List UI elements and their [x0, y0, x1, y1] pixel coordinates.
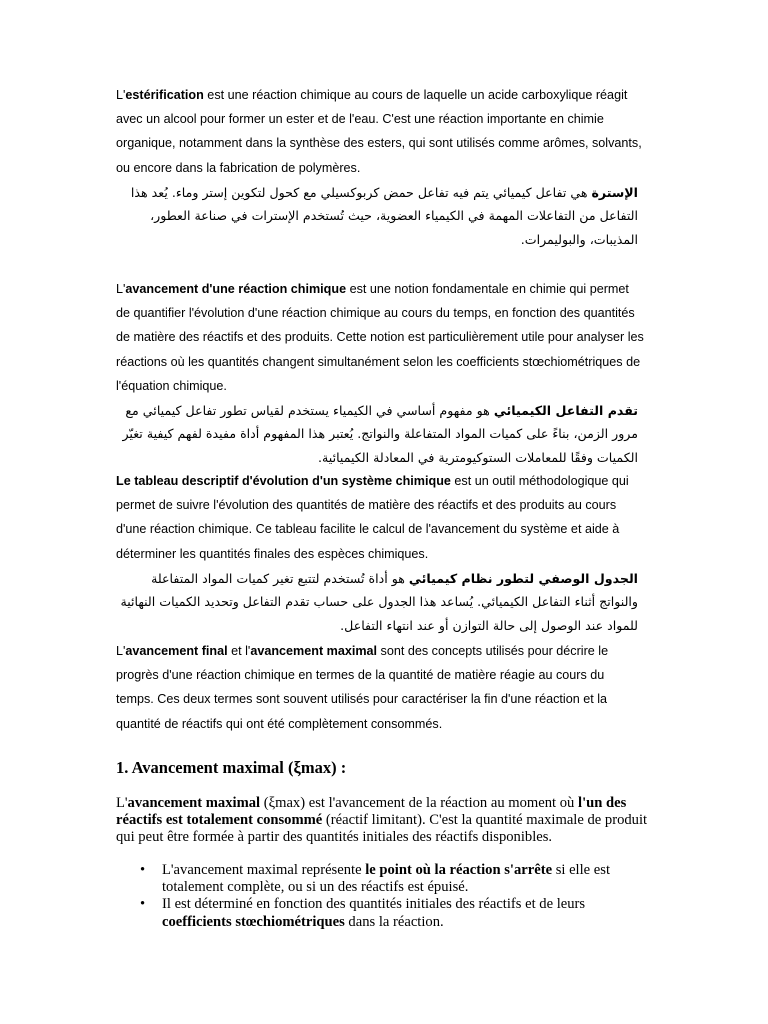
term-esterification: estérification [125, 88, 204, 102]
text: L' [116, 88, 126, 102]
bullet-icon: • [140, 862, 146, 878]
paragraph-esterification-fr [116, 83, 644, 180]
text: si elle est totalement complète, ou si un des réactifs est épuisé. [162, 862, 611, 896]
term-tableau: Le tableau descriptif d'évolution d'un système chimique [116, 474, 451, 488]
term: le point où la réaction s'arrête [365, 862, 553, 878]
text: هو مفهوم أساسي في الكيمياء يستخدم لقياس تطور تفاعل كيميائي مع مرور الزمن، بناءً على كميات المواد المتفاعلة والنواتج. يُعتبر هذا المفهوم أداة مفيدة لفهم كيفية تغيّر الكميات وفقًا للمعاملات الستوكيومترية في المعادلة الكيميائية. [122, 403, 638, 465]
text: (ξmax) est l'avancement de la réaction au moment où [260, 795, 579, 811]
paragraph-avancement-maximal [116, 795, 656, 847]
paragraph-esterification-ar [112, 181, 638, 251]
term-tableau-ar: الجدول الوصفي لتطور نظام كيميائي [408, 571, 638, 586]
section-heading: 1. Avancement maximal (ξmax) : [116, 758, 347, 777]
term: l'un des réactifs est totalement consommé [116, 795, 627, 829]
paragraph-avancement-fr [116, 277, 644, 398]
text: هي تفاعل كيميائي يتم فيه تفاعل حمض كربوكسيلي مع كحول لتكوين إستر وماء. يُعد هذا التفاعل من التفاعلات المهمة في الكيمياء العضوية، حيث تُستخدم الإسترات في صناعة العطور، المذيبات، والبوليمرات. [130, 185, 638, 247]
text: L' [116, 644, 126, 658]
bullet-list [116, 862, 656, 931]
paragraph-final-maximal-fr [116, 639, 644, 736]
term-avancement-ar: تقدم التفاعل الكيميائي [493, 403, 638, 418]
term: coefficients stœchiométriques [162, 913, 345, 930]
term-esterification-ar: الإسترة [591, 185, 638, 200]
paragraph-avancement-ar [112, 399, 638, 469]
text: est une réaction chimique au cours de laquelle un acide carboxylique réagit avec un alcool pour former un ester et de l'eau. C'est une réaction importante en chimie organique, notamment dans la synthèse des esters, qui sont utilisés comme arômes, solvants, ou encore dans la fabrication de polymères. [116, 88, 642, 175]
text: هو أداة تُستخدم لتتبع تغير كميات المواد المتفاعلة والنواتج أثناء التفاعل الكيميائي. يُساعد هذا الجدول على حساب تقدم التفاعل وتحديد الكميات النهائية للمواد عند الوصول إلى حالة التوازن أو عند انتهاء التفاعل. [120, 571, 638, 633]
paragraph-tableau-ar [112, 567, 638, 637]
bullet-icon: • [140, 896, 146, 913]
term-avancement-final: avancement final [125, 644, 228, 658]
list-item [116, 862, 656, 896]
term-avancement: avancement d'une réaction chimique [125, 282, 347, 296]
text: est un outil méthodologique qui permet de suivre l'évolution des quantités de matière des réactifs et des produits au cours d'une réaction chimique. Ce tableau facilite le calcul de l'avancement du système et aide à déterminer les quantités finales des espèces chimiques. [116, 474, 629, 561]
text: L' [116, 282, 126, 296]
text: L' [116, 795, 128, 811]
term-avancement-maximal: avancement maximal [250, 644, 378, 658]
text: est une notion fondamentale en chimie qui permet de quantifier l'évolution d'une réaction chimique au cours du temps, en fonction des quantités de matière des réactifs et des produits. Cette notion est particulièrement utile pour analyser les réactions où les quantités changent simultanément selon les coefficients stœchiométriques de l'équation chimique. [116, 282, 644, 393]
text: et l' [227, 644, 251, 658]
text: (réactif limitant). C'est la quantité maximale de produit qui peut être formée à partir des quantités initiales des réactifs disponibles. [116, 812, 648, 846]
text: Il est déterminé en fonction des quantités initiales des réactifs et de leurs [162, 896, 586, 913]
text: sont des concepts utilisés pour décrire le progrès d'une réaction chimique en termes de la quantité de matière réagie au cours du temps. Ces deux termes sont souvent utilisés pour caractériser la fin d'une réaction et la quantité de réactifs qui ont été complètement consommés. [116, 644, 609, 731]
text: dans la réaction. [344, 913, 444, 930]
paragraph-tableau-fr [116, 469, 644, 566]
list-item [116, 896, 656, 930]
term: avancement maximal [127, 795, 261, 811]
text: L'avancement maximal représente [162, 862, 366, 878]
